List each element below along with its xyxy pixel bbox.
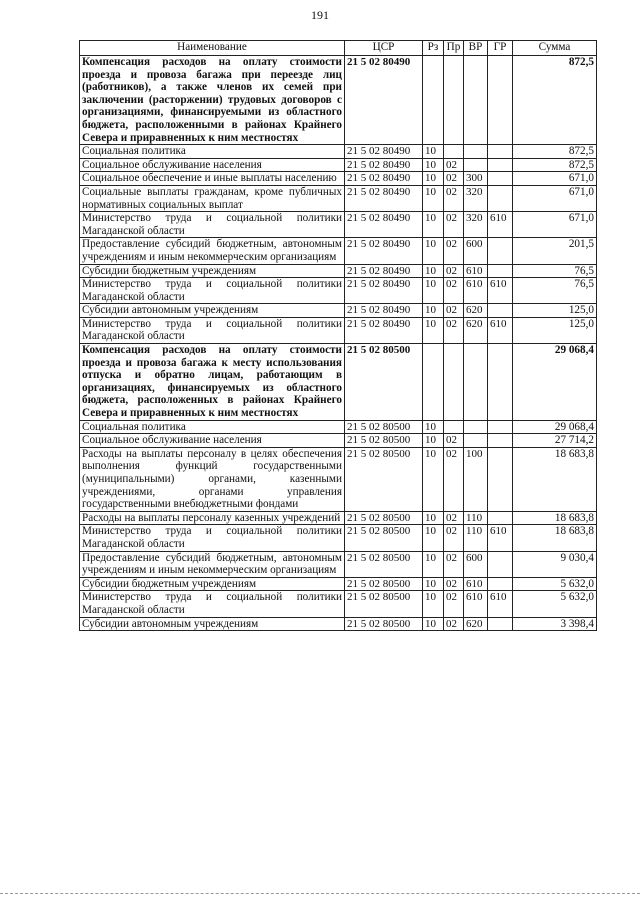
cell-csr: 21 5 02 80490 [345, 185, 423, 211]
cell-pr: 02 [444, 158, 464, 172]
cell-sum: 27 714,2 [513, 434, 597, 448]
header-sum: Сумма [513, 41, 597, 56]
cell-rz: 10 [423, 212, 444, 238]
cell-rz: 10 [423, 317, 444, 343]
cell-name: Социальная политика [80, 145, 345, 159]
table-row [80, 158, 597, 172]
header-pr: Пр [444, 41, 464, 56]
cell-vr [464, 434, 488, 448]
cell-rz: 10 [423, 278, 444, 304]
cell-csr: 21 5 02 80500 [345, 434, 423, 448]
cell-name: Расходы на выплаты персоналу казенных учреждений [80, 511, 345, 525]
cell-pr [444, 145, 464, 159]
cell-rz: 10 [423, 525, 444, 551]
header-gr: ГР [488, 41, 513, 56]
cell-vr [464, 344, 488, 421]
cell-sum: 3 398,4 [513, 617, 597, 631]
cell-rz: 10 [423, 145, 444, 159]
cell-csr: 21 5 02 80490 [345, 264, 423, 278]
cell-sum: 29 068,4 [513, 420, 597, 434]
table-row [80, 577, 597, 591]
cell-sum: 5 632,0 [513, 577, 597, 591]
cell-name: Компенсация расходов на оплату стоимости проезда и провоза багажа к месту использования отпуска и обратно лицам, работающим в организациях, финансируемых из областного бюджета, расположенных в районах Крайнего Севера и приравненных к ним местностях [80, 344, 345, 421]
cell-name: Социальная политика [80, 420, 345, 434]
cell-name: Субсидии бюджетным учреждениям [80, 264, 345, 278]
cell-sum: 18 683,8 [513, 525, 597, 551]
cell-pr: 02 [444, 617, 464, 631]
table-header-row [80, 41, 597, 56]
cell-rz: 10 [423, 434, 444, 448]
cell-csr: 21 5 02 80500 [345, 577, 423, 591]
cell-vr: 620 [464, 317, 488, 343]
cell-sum: 872,5 [513, 145, 597, 159]
table-row [80, 185, 597, 211]
cell-vr: 620 [464, 617, 488, 631]
cell-pr: 02 [444, 511, 464, 525]
cell-pr: 02 [444, 551, 464, 577]
cell-vr: 610 [464, 577, 488, 591]
cell-pr [444, 56, 464, 145]
table-row [80, 591, 597, 617]
header-rz: Рз [423, 41, 444, 56]
cell-gr: 610 [488, 317, 513, 343]
cell-gr [488, 264, 513, 278]
cell-pr: 02 [444, 185, 464, 211]
cell-gr [488, 304, 513, 318]
table-row [80, 238, 597, 264]
cell-sum: 18 683,8 [513, 511, 597, 525]
cell-csr: 21 5 02 80490 [345, 172, 423, 186]
cell-sum: 872,5 [513, 56, 597, 145]
cell-vr: 610 [464, 278, 488, 304]
cell-name: Министерство труда и социальной политики Магаданской области [80, 591, 345, 617]
table-row [80, 617, 597, 631]
table-row [80, 172, 597, 186]
budget-table [79, 40, 597, 631]
cell-pr: 02 [444, 434, 464, 448]
cell-csr: 21 5 02 80500 [345, 344, 423, 421]
cell-csr: 21 5 02 80490 [345, 317, 423, 343]
cell-csr: 21 5 02 80500 [345, 420, 423, 434]
cell-rz: 10 [423, 420, 444, 434]
cell-gr [488, 56, 513, 145]
cell-rz [423, 56, 444, 145]
cell-vr [464, 145, 488, 159]
cell-gr: 610 [488, 525, 513, 551]
cell-sum: 76,5 [513, 264, 597, 278]
cell-sum: 5 632,0 [513, 591, 597, 617]
table-row [80, 551, 597, 577]
cell-vr: 100 [464, 447, 488, 511]
cell-gr [488, 344, 513, 421]
cell-rz: 10 [423, 264, 444, 278]
cell-sum: 671,0 [513, 185, 597, 211]
cell-vr [464, 56, 488, 145]
table-body [80, 56, 597, 631]
cell-name: Министерство труда и социальной политики Магаданской области [80, 212, 345, 238]
cell-name: Субсидии бюджетным учреждениям [80, 577, 345, 591]
cell-sum: 671,0 [513, 172, 597, 186]
cell-sum: 872,5 [513, 158, 597, 172]
cell-name: Социальное обслуживание населения [80, 158, 345, 172]
cell-gr [488, 145, 513, 159]
cell-rz: 10 [423, 551, 444, 577]
cell-pr: 02 [444, 525, 464, 551]
cell-gr: 610 [488, 212, 513, 238]
table-row [80, 145, 597, 159]
cell-gr [488, 617, 513, 631]
cell-name: Предоставление субсидий бюджетным, автономным учреждениям и иным некоммерческим организациям [80, 551, 345, 577]
cell-gr: 610 [488, 591, 513, 617]
cell-name: Социальное обслуживание населения [80, 434, 345, 448]
cell-vr: 110 [464, 525, 488, 551]
cell-csr: 21 5 02 80500 [345, 617, 423, 631]
header-name: Наименование [80, 41, 345, 56]
cell-gr [488, 434, 513, 448]
cell-pr [444, 420, 464, 434]
cell-vr: 610 [464, 264, 488, 278]
table-row [80, 511, 597, 525]
cell-csr: 21 5 02 80490 [345, 212, 423, 238]
cell-gr [488, 447, 513, 511]
cell-vr: 320 [464, 185, 488, 211]
table-row [80, 212, 597, 238]
cell-name: Социальное обеспечение и иные выплаты населению [80, 172, 345, 186]
cell-sum: 29 068,4 [513, 344, 597, 421]
cell-name: Социальные выплаты гражданам, кроме публичных нормативных социальных выплат [80, 185, 345, 211]
cell-pr: 02 [444, 264, 464, 278]
cell-name: Министерство труда и социальной политики Магаданской области [80, 278, 345, 304]
table-row [80, 304, 597, 318]
cell-sum: 671,0 [513, 212, 597, 238]
cell-rz: 10 [423, 172, 444, 186]
cell-rz: 10 [423, 158, 444, 172]
cell-csr: 21 5 02 80490 [345, 56, 423, 145]
cell-csr: 21 5 02 80500 [345, 525, 423, 551]
cell-csr: 21 5 02 80500 [345, 591, 423, 617]
cell-name: Предоставление субсидий бюджетным, автономным учреждениям и иным некоммерческим организациям [80, 238, 345, 264]
cell-rz: 10 [423, 617, 444, 631]
cell-rz: 10 [423, 304, 444, 318]
cell-gr [488, 551, 513, 577]
table-row [80, 525, 597, 551]
cell-gr: 610 [488, 278, 513, 304]
table-row [80, 447, 597, 511]
cell-gr [488, 238, 513, 264]
cell-pr: 02 [444, 304, 464, 318]
table-row [80, 264, 597, 278]
cell-sum: 76,5 [513, 278, 597, 304]
cell-csr: 21 5 02 80500 [345, 511, 423, 525]
cell-rz: 10 [423, 577, 444, 591]
cell-csr: 21 5 02 80490 [345, 158, 423, 172]
cell-vr [464, 420, 488, 434]
cell-pr: 02 [444, 591, 464, 617]
cell-pr: 02 [444, 317, 464, 343]
cell-csr: 21 5 02 80490 [345, 278, 423, 304]
cell-sum: 18 683,8 [513, 447, 597, 511]
cell-name: Субсидии автономным учреждениям [80, 617, 345, 631]
cell-csr: 21 5 02 80490 [345, 304, 423, 318]
cell-vr: 300 [464, 172, 488, 186]
cell-csr: 21 5 02 80500 [345, 447, 423, 511]
cell-csr: 21 5 02 80490 [345, 145, 423, 159]
cell-rz [423, 344, 444, 421]
page-number: 191 [311, 8, 329, 22]
cell-vr: 110 [464, 511, 488, 525]
table-row [80, 344, 597, 421]
cell-sum: 9 030,4 [513, 551, 597, 577]
table-row [80, 278, 597, 304]
cell-sum: 125,0 [513, 304, 597, 318]
table-row [80, 420, 597, 434]
cell-pr: 02 [444, 172, 464, 186]
cell-pr: 02 [444, 212, 464, 238]
cell-pr [444, 344, 464, 421]
cell-csr: 21 5 02 80500 [345, 551, 423, 577]
cell-rz: 10 [423, 238, 444, 264]
cell-vr: 600 [464, 238, 488, 264]
cell-rz: 10 [423, 447, 444, 511]
cell-pr: 02 [444, 577, 464, 591]
header-csr: ЦСР [345, 41, 423, 56]
cell-pr: 02 [444, 238, 464, 264]
cell-gr [488, 577, 513, 591]
cell-sum: 201,5 [513, 238, 597, 264]
table-row [80, 317, 597, 343]
cell-pr: 02 [444, 447, 464, 511]
cell-name: Расходы на выплаты персоналу в целях обеспечения выполнения функций государственными (муниципальными) органами, казенными учреждениями, органами управления государственными внебюджетными фондами [80, 447, 345, 511]
cell-name: Министерство труда и социальной политики Магаданской области [80, 317, 345, 343]
cell-gr [488, 185, 513, 211]
cell-name: Субсидии автономным учреждениям [80, 304, 345, 318]
cell-gr [488, 420, 513, 434]
cell-name: Компенсация расходов на оплату стоимости проезда и провоза багажа при переезде лиц (работников), а также членов их семей при заключении (расторжении) трудовых договоров с организациями, финансируемыми из областного бюджета, расположенными в районах Крайнего Севера и приравненных к ним местностях [80, 56, 345, 145]
page-footer-divider [0, 893, 640, 894]
cell-vr: 610 [464, 591, 488, 617]
cell-gr [488, 172, 513, 186]
cell-csr: 21 5 02 80490 [345, 238, 423, 264]
cell-rz: 10 [423, 591, 444, 617]
header-vr: ВР [464, 41, 488, 56]
cell-vr: 600 [464, 551, 488, 577]
cell-sum: 125,0 [513, 317, 597, 343]
cell-rz: 10 [423, 185, 444, 211]
cell-vr: 320 [464, 212, 488, 238]
cell-rz: 10 [423, 511, 444, 525]
cell-pr: 02 [444, 278, 464, 304]
table-row [80, 56, 597, 145]
table-row [80, 434, 597, 448]
cell-vr: 620 [464, 304, 488, 318]
cell-vr [464, 158, 488, 172]
cell-name: Министерство труда и социальной политики Магаданской области [80, 525, 345, 551]
cell-gr [488, 511, 513, 525]
cell-gr [488, 158, 513, 172]
